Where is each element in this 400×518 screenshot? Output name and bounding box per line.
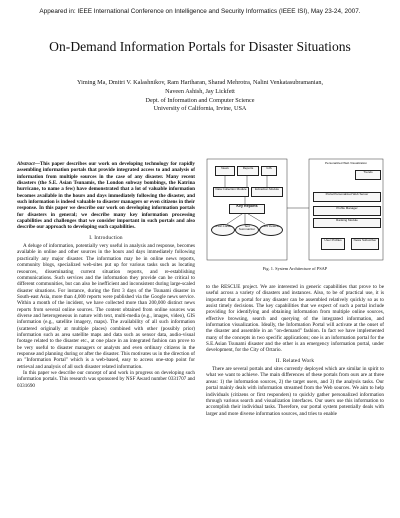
text-summarizer: Text Summarizer bbox=[235, 224, 259, 236]
data-collection-box: Data Collection Module bbox=[213, 187, 249, 197]
trends-box: Trends bbox=[355, 170, 381, 180]
abstract-lead: Abstract bbox=[17, 161, 35, 167]
source-gis: GIS bbox=[261, 166, 277, 176]
affiliation-line: University of California, Irvine, USA bbox=[153, 105, 247, 113]
author-block bbox=[30, 79, 370, 114]
news-subscriber-box: News Subscriber bbox=[351, 238, 379, 250]
affiliation-line: Dept. of Information and Computer Science bbox=[145, 96, 255, 104]
abstract-text: —This paper describes our work on developing technology for rapidly assembling information portals that provide integrated access to and analysis of information from multiple sources in the case of any disaster. Many recent disasters (the S.E. Asian Tsunamis, the London subway bombings, the Katrina hurricane, to name a few) have demonstrated that a lot of valuable information becomes available in the hours and days immediately following the disaster, and such information is indeed valuable to disaster managers or even citizens in their response. In this paper we describe our work on developing information portals for disasters in general; we describe many key information processing capabilities and challenges that we consider important in such portals and also describe our approach to developing such capabilities. bbox=[17, 161, 195, 231]
key-reports-box: Key Reports bbox=[229, 204, 265, 214]
portal-server-box: Portal Personalized Web Server bbox=[313, 192, 381, 202]
paragraph: There are several portals and sites currently deployed which are similar in spirit to what we want to achieve. The main differences of these portals from ours are at three areas: 1) the information sources, 2) the target users, and 3) the analysis tasks. Our portal mainly deals with information streamed from the Web sources. We aim to help individuals (citizens or first responders) to quickly gather personalized information through various search and visualization interfaces. Our users use this information to accomplish their individual tasks. Therefore, our portal system potentially deals with larger and more diverse information sources, and tries to enable bbox=[206, 366, 384, 417]
right-column bbox=[206, 284, 384, 417]
section-heading-intro: I. Introduction bbox=[89, 234, 123, 241]
event-detection: Event Detection bbox=[259, 224, 283, 236]
source-news: News bbox=[215, 166, 235, 176]
left-column bbox=[17, 161, 195, 389]
extraction-box: Extraction Module bbox=[251, 187, 283, 197]
profile-manager-box: Profile Manager bbox=[313, 206, 381, 216]
ranking-module-box: Ranking Module bbox=[313, 218, 381, 228]
person-locator: Person Locator bbox=[211, 224, 235, 236]
figure-caption: Fig. 1. System Architecture of PSAP bbox=[262, 266, 328, 271]
abstract bbox=[17, 161, 195, 231]
venue-banner: Appeared in: IEEE International Conference on Intelligence and Security Informatics (IEEE ISI), May 23-24, 2007. bbox=[39, 8, 361, 15]
section-heading-related: II. Related Work bbox=[275, 357, 315, 364]
paper-title: On-Demand Information Portals for Disaster Situations bbox=[49, 39, 351, 54]
author-line: Naveen Ashish, Jay Lickfett bbox=[165, 87, 235, 95]
user-profiles-box: User Profiles bbox=[321, 238, 345, 250]
pvs-label: Personalized Web Visualization bbox=[325, 161, 367, 165]
architecture-figure bbox=[205, 158, 385, 262]
source-reports: Reports bbox=[237, 166, 259, 176]
author-line: Yiming Ma, Dmitri V. Kalashnikov, Ram Hariharan, Sharad Mehrotra, Nalini Venkatasubramanian, bbox=[76, 79, 323, 86]
paragraph: to the RESCUE project. We are interested in generic capabilities that prove to be useful across a variety of disasters and instances. Also, to be of practical use, it is important that a portal for any disaster can be assembled relatively quickly so as to assist timely decisions. The key capabilities that we expect of such a portal include providing for identifying and obtaining information from multiple online sources, effective browsing, search and querying of the integrated information, and information visualization. Ideally, the Information Portal will activate at the onset of the disaster and assemble in an "on-demand" fashion. In fact we have implemented many of the concepts in two specific applications; one is an information portal for the S.E.Asian Tsunami disaster and the other is an emergency information portal, under development, for the City of Ortario. bbox=[206, 284, 384, 354]
paragraph: A deluge of information, potentially very useful in analysis and response, becomes available in online and other sources in the hours and days immediately following practically any major disaster. The information may be in online news reports, community blogs, specialized web-sites put up for various tasks such as locating resources, disseminating current situation reports, and re-establishing communications. Such services and the information they provide can be critical to different communities, but can also be inefficient and inconsistent during large-scaled disaster situations. For instance, during the first 3 days of the Tsunami disaster in South-east Asia, more than 4,000 reports were published via the Google news service. Within a month of the incident, we have collected more than 200,000 distinct news reports from several online sources. The content obtained from online sources was diverse and heterogeneous in nature with text, multi-media (e.g., images, video), GIS information (e.g., satellite imagery, maps). The availability of all such information (scattered originally at multiple places) combined with other (possibly prior) information such as area satellite maps and data such as sensor data, audio-visual footage related to the disaster etc., at one place in an integrated fashion can prove to be very useful to disaster managers or analysts and even ordinary citizens in the response and planning during or after the disaster. This motivates us in the direction of an "Information Portal" which is a web-based, easy to access one-stop point for retrieval and analysis of all such disaster related information. bbox=[17, 243, 195, 370]
paragraph: In this paper we describe our concept of and work in progress on developing such information portals. This research was sponsored by NSF Award number 0331707 and 0331690 bbox=[17, 370, 195, 389]
